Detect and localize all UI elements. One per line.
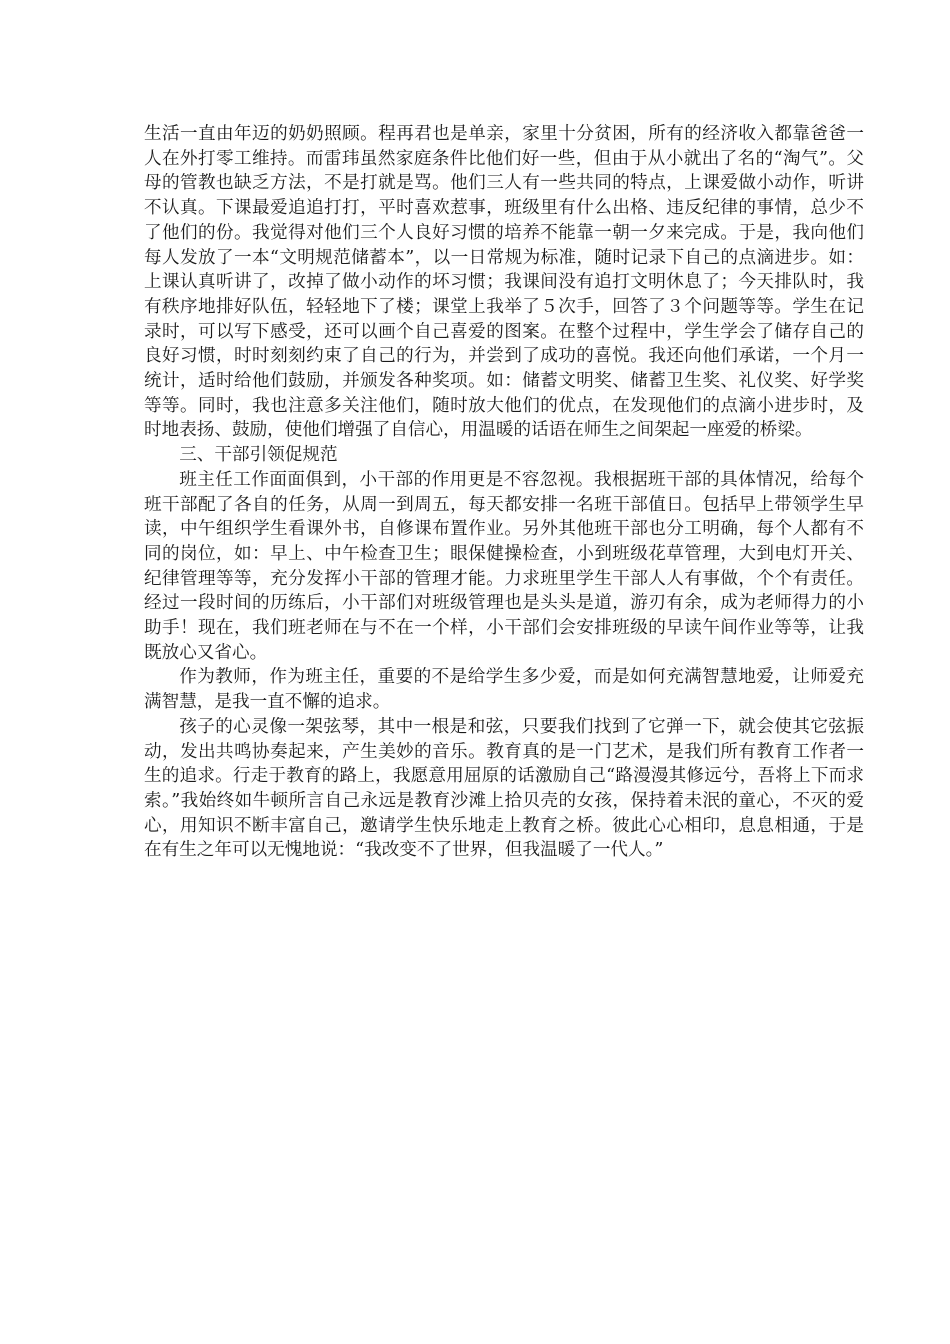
paragraph-closing: 孩子的心灵像一架弦琴，其中一根是和弦，只要我们找到了它弹一下，就会使其它弦振动，发出共鸣协奏起来，产生美妙的音乐。教育真的是一门艺术，是我们所有教育工作者一生的追求。行走于教育的路上，我愿意用屈原的话激励自己“路漫漫其修远兮，吾将上下而求索。”我始终如牛顿所言自己永远是教育沙滩上拾贝壳的女孩，保持着未泯的童心，不灭的爱心，用知识不断丰富自己，邀请学生快乐地走上教育之桥。彼此心心相印，息息相通，于是在有生之年可以无愧地说：“我改变不了世界，但我温暖了一代人。” (144, 716, 864, 861)
paragraph-habit-savings: 生活一直由年迈的奶奶照顾。程再君也是单亲，家里十分贫困，所有的经济收入都靠爸爸一人在外打零工维持。而雷玮虽然家庭条件比他们好一些，但由于从小就出了名的“淘气”。父母的管教也缺乏方法，不是打就是骂。他们三人有一些共同的特点，上课爱做小动作，听讲不认真。下课最爱追追打打，平时喜欢惹事，班级里有什么出格、违反纪律的事情，总少不了他们的份。我觉得对他们三个人良好习惯的培养不能靠一朝一夕来完成。于是，我向他们每人发放了一本“文明规范储蓄本”，以一日常规为标准，随时记录下自己的点滴进步。如：上课认真听讲了，改掉了做小动作的坏习惯；我课间没有追打文明休息了；今天排队时，我有秩序地排好队伍，轻轻地下了楼；课堂上我举了５次手，回答了３个问题等等。学生在记录时，可以写下感受，还可以画个自己喜爱的图案。在整个过程中，学生学会了储存自己的良好习惯，时时刻刻约束了自己的行为，并尝到了成功的喜悦。我还向他们承诺，一个月一统计，适时给他们鼓励，并颁发各种奖项。如：储蓄文明奖、储蓄卫生奖、礼仪奖、好学奖等等。同时，我也注意多关注他们，随时放大他们的优点，在发现他们的点滴小进步时，及时地表扬、鼓励，使他们增强了自信心，用温暖的话语在师生之间架起一座爱的桥梁。 (144, 124, 864, 441)
paragraph-class-cadres: 班主任工作面面俱到，小干部的作用更是不容忽视。我根据班干部的具体情况，给每个班干部配了各自的任务，从周一到周五，每天都安排一名班干部值日。包括早上带领学生早读，中午组织学生看课外书，自修课布置作业。另外其他班干部也分工明确，每个人都有不同的岗位，如：早上、中午检查卫生；眼保健操检查，小到班级花草管理，大到电灯开关、纪律管理等等，充分发挥小干部的管理才能。力求班里学生干部人人有事做，个个有责任。经过一段时间的历练后，小干部们对班级管理也是头头是道，游刃有余，成为老师得力的小助手！现在，我们班老师在与不在一个样，小干部们会安排班级的早读午间作业等等，让我既放心又省心。 (144, 469, 864, 663)
document-page (144, 122, 864, 863)
section-heading-cadres: 三、干部引领促规范 (179, 445, 338, 466)
paragraph-teacher-wisdom: 作为教师，作为班主任，重要的不是给学生多少爱，而是如何充满智慧地爱，让师爱充满智慧，是我一直不懈的追求。 (144, 667, 864, 713)
